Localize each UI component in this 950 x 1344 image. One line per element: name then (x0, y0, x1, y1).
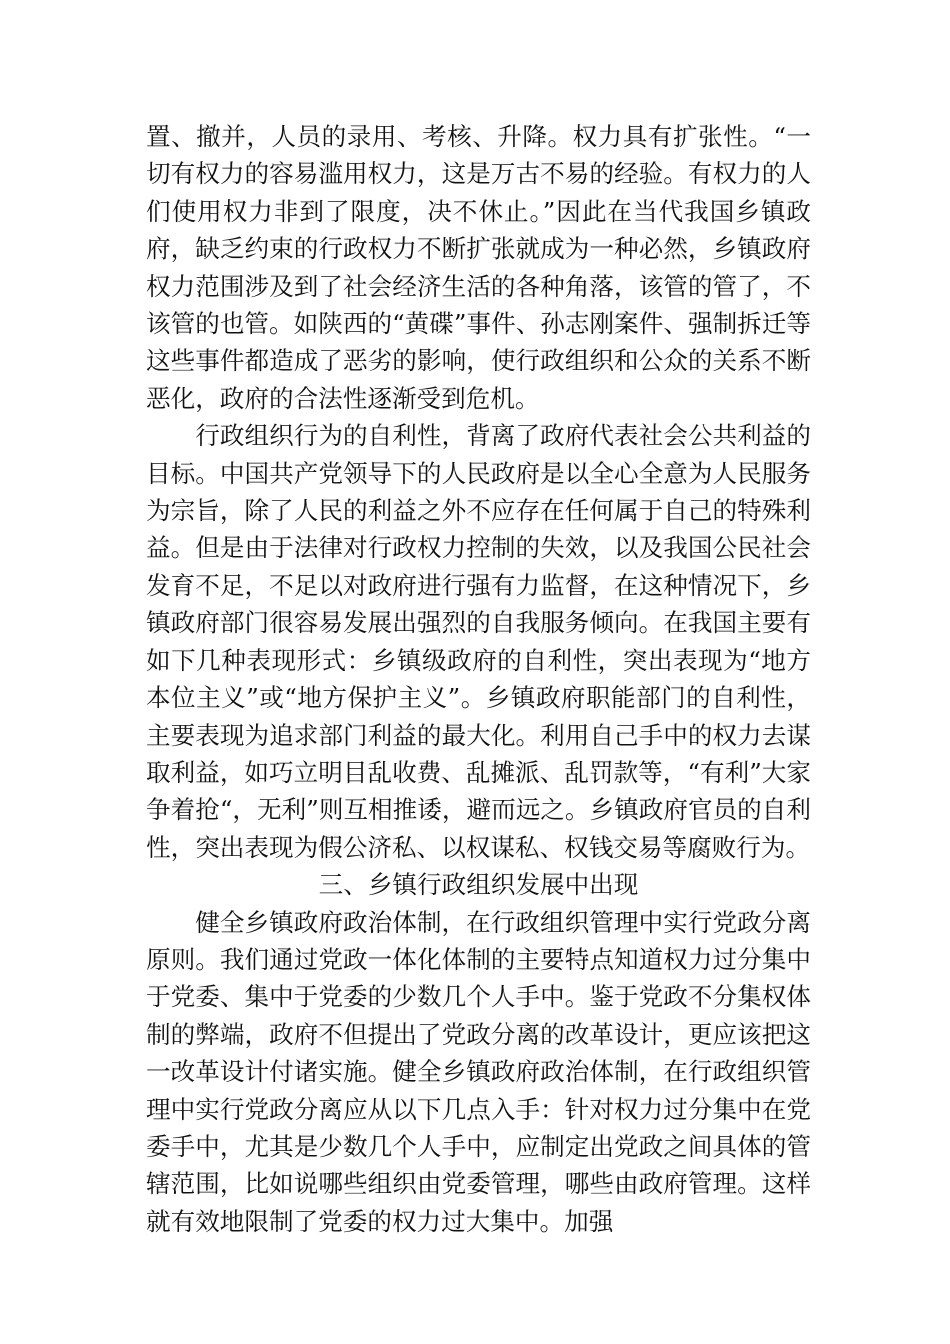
section-heading: 三、乡镇行政组织发展中出现 (318, 870, 639, 900)
paragraph-self-interest: 行政组织行为的自利性，背离了政府代表社会公共利益的目标。中国共产党领导下的人民政府是以全心全意为人民服务为宗旨，除了人民的利益之外不应存在任何属于自己的特殊利益。但是由于法律对行政权力控制的失效，以及我国公民社会发育不足，不足以对政府进行强有力监督，在这种情况下，乡镇政府部门很容易发展出强烈的自我服务倾向。在我国主要有如下几种表现形式：乡镇级政府的自利性，突出表现为“地方本位主义”或“地方保护主义”。乡镇政府职能部门的自利性，主要表现为追求部门利益的最大化。利用自己手中的权力去谋取利益，如巧立明目乱收费、乱摊派、乱罚款等，“有利”大家争着抢“，无利”则互相推诿，避而远之。乡镇政府官员的自利性，突出表现为假公济私、以权谋私、权钱交易等腐败行为。 (146, 421, 811, 862)
paragraph-party-government-separation: 健全乡镇政府政治体制，在行政组织管理中实行党政分离原则。我们通过党政一体化体制的主要特点知道权力过分集中于党委、集中于党委的少数几个人手中。鉴于党政不分集权体制的弊端，政府不但提出了党政分离的改革设计，更应该把这一改革设计付诸实施。健全乡镇政府政治体制，在行政组织管理中实行党政分离应从以下几点入手：针对权力过分集中在党委手中，尤其是少数几个人手中，应制定出党政之间具体的管辖范围，比如说哪些组织由党委管理，哪些由政府管理。这样就有效地限制了党委的权力过大集中。加强 (146, 907, 811, 1236)
document-body (146, 118, 811, 1240)
paragraph-continuation: 置、撤并，人员的录用、考核、升降。权力具有扩张性。“一切有权力的容易滥用权力，这是万古不易的经验。有权力的人们使用权力非到了限度，决不休止。”因此在当代我国乡镇政府，缺乏约束的行政权力不断扩张就成为一种必然，乡镇政府权力范围涉及到了社会经济生活的各种角落，该管的管了，不该管的也管。如陕西的“黄碟”事件、孙志刚案件、强制拆迁等这些事件都造成了恶劣的影响，使行政组织和公众的关系不断恶化，政府的合法性逐渐受到危机。 (146, 122, 811, 413)
